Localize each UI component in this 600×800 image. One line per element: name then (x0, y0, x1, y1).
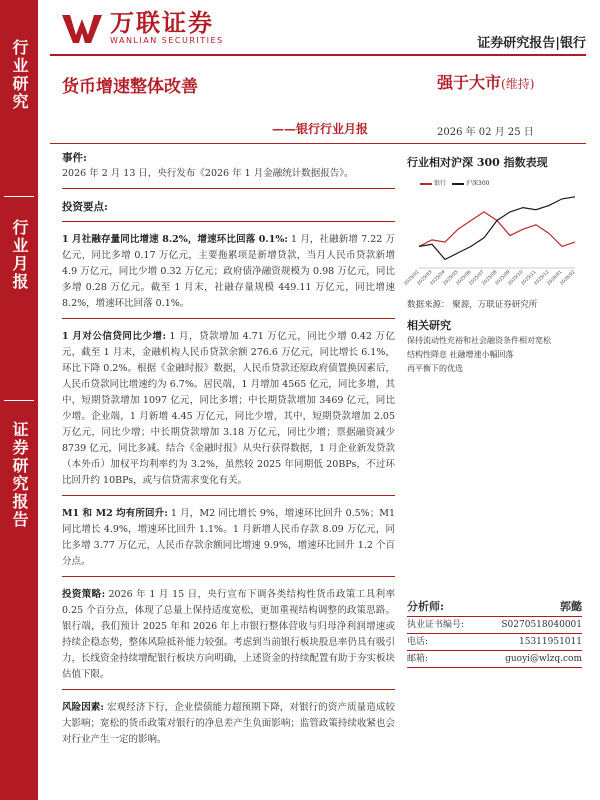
report-subtitle: ——银行行业月报 (272, 122, 369, 136)
investment-strategy (62, 587, 395, 683)
analyst-email-row (407, 651, 582, 667)
event-heading: 事件: (62, 152, 87, 164)
rating (437, 70, 534, 93)
x-tick-label: 2025/12 (533, 269, 551, 287)
section-divider (62, 689, 395, 690)
series-line-沪深300 (419, 197, 575, 260)
analyst-label: 分析师: (407, 600, 445, 613)
x-tick-label: 2025/08 (481, 269, 499, 287)
related-item[interactable]: 再平衡下的优选 (407, 364, 463, 373)
section-divider (62, 576, 395, 577)
x-tick-label: 2025/09 (494, 269, 512, 287)
point-text: 1 月，M2 同比增长 9%，增速环比回升 0.5%；M1 同比增长 4.9%，增速环比回升 1.1%。1 月新增人民币存款 8.09 万亿元，同比多增 3.77 万亿元，人民币存款余额同比增速 9.9%，增速环比回升 1.2 个百分点。 (62, 508, 395, 567)
points-heading: 投资要点: (62, 201, 108, 213)
related-heading: 相关研究 (407, 319, 451, 332)
analyst-name: 郭懿 (560, 600, 582, 613)
analyst-name-row (407, 598, 582, 614)
event-text: 2026 年 2 月 13 日，央行发布《2026 年 1 月金融统计数据报告》。 (62, 168, 354, 179)
x-tick-label: 2025/10 (507, 269, 525, 287)
email-label: 邮箱: (407, 654, 429, 664)
analyst-cert-row (407, 617, 582, 633)
x-tick-label: 2025/11 (520, 269, 538, 287)
related-item[interactable]: 保持流动性充裕和社会融资条件相对宽松 (407, 336, 551, 345)
x-tick-label: 2025/05 (442, 269, 460, 287)
phone-value: 15311951011 (519, 637, 582, 647)
point-bold: M1 和 M2 均有所回升: (62, 508, 168, 519)
x-tick-label: 2026/02 (559, 269, 577, 287)
chart-title: 行业相对沪深 300 指数表现 (407, 156, 548, 169)
wanlian-logo-icon (60, 11, 106, 45)
email-value[interactable]: guoyi@wlzq.com (505, 654, 582, 664)
point-bold: 风险因素: (62, 702, 104, 713)
company-logo (60, 10, 224, 45)
legend-label: 沪深300 (466, 180, 490, 187)
title-divider (50, 143, 586, 144)
rating-note: (维持) (501, 77, 535, 91)
point-text: 宏观经济下行，企业偿债能力超预期下降，对银行的资产质量造成较大影响；宽松的货币政策对银行的净息差产生负面影响；监管政策持续收紧也会对行业产生一定的影响。 (62, 702, 395, 745)
cert-value: S0270518040001 (501, 620, 582, 630)
sidebar-divider (4, 400, 34, 401)
cert-label: 执业证书编号: (407, 620, 465, 630)
x-tick-label: 2025/06 (455, 269, 473, 287)
point-bold: 1 月对公信贷同比少增: (62, 331, 166, 342)
x-tick-label: 2026/01 (546, 269, 564, 287)
section-divider (62, 318, 395, 319)
rating-value: 强于大市 (437, 73, 502, 92)
x-tick-label: 2025/03 (416, 269, 434, 287)
legend-label: 银行 (434, 180, 447, 187)
report-title: 货币增速整体改善 (62, 77, 198, 97)
risk-factors (62, 700, 395, 748)
related-item[interactable]: 结构性降息 社融增速小幅回落 (407, 350, 514, 359)
point-text: 2026 年 1 月 15 日，央行宣布下调各类结构性货币政策工具利率 0.25 个百分点，体现了总量上保持适度宽松，更加重视结构调整的政策思路。银行端，我们预计 2025 年和 2026 年上市银行整体营收与归母净利润增速或持续企稳态势，整体风险抵补能力较强。考虑到当前银行板块股息率仍具有吸引力，长线资金持续增配银行板块方向明确，上述资金的持续配置有助于夯实板块估值下限。 (62, 589, 395, 680)
sidebar (0, 0, 38, 800)
sidebar-label-industry-research: 行业研究 (10, 39, 29, 111)
report-category: 证券研究报告|银行 (477, 36, 586, 51)
point-bold: 1 月社融存量同比增速 8.2%，增速环比回落 0.1%: (62, 234, 288, 245)
logo-cn-text: 万联证券 (110, 9, 214, 37)
analyst-info (407, 598, 582, 668)
logo-en-text: WANLIAN SECURITIES (110, 36, 224, 45)
x-tick-label: 2025/02 (403, 269, 421, 287)
related-list (407, 334, 582, 376)
chart-source: 数据来源： 聚源，万联证券研究所 (407, 300, 538, 310)
performance-chart (403, 172, 582, 302)
x-tick-label: 2025/07 (468, 269, 486, 287)
sidebar-label-monthly: 行业月报 (10, 219, 29, 291)
point-text: 1 月，社融新增 7.22 万亿元，同比多增 0.17 万亿元，主要拖累项是新增贷款，当月人民币贷款新增 4.9 万亿元，同比少增 0.32 万亿元；政府债净融资规模为 0.98 万亿元，同比多增 0.28 万亿元。截至 1 月末，社融存量规模 449.11 万亿元，同比增速 8.2%，增速环比回落 0.1%。 (62, 234, 395, 309)
sidebar-label-securities-report: 证券研究报告 (10, 421, 29, 529)
point-money-supply (62, 506, 395, 570)
analyst-phone-row (407, 634, 582, 650)
point-social-financing (62, 232, 395, 312)
phone-label: 电话: (407, 637, 429, 647)
section-divider (62, 221, 395, 222)
section-divider (62, 188, 395, 189)
section-divider (62, 495, 395, 496)
point-text: 1 月，贷款增加 4.71 万亿元，同比少增 0.42 万亿元，截至 1 月末，金融机构人民币贷款余额 276.6 万亿元，同比增长 6.1%，环比下降 0.2%。根据《金融时报》数据，人民币贷款还原政府债置换因素后，人民币贷款同比增速约为 6.7%。居民端，1 月增加 4565 亿元，同比多增，其中，短期贷款增加 1097 亿元，同比多增；中长期贷款增加 3469 亿元，同比少增。企业端，1 月新增 4.45 万亿元，同比少增，其中，短期贷款增加 2.05 万亿元，同比少增；中长期贷款增加 3.18 万亿元，同比少增；票据融资减少 8739 亿元，同比多减。结合《金融时报》从央行获得数据，1 月企业新发贷款（本外币）加权平均利率约为 3.2%，虽然较 2025 年同期低 20BPs，不过环比回升约 10BPs，或与信贷需求变化有关。 (62, 331, 396, 486)
point-bold: 投资策略: (62, 589, 106, 600)
header-divider (50, 54, 586, 56)
point-corporate-credit (62, 329, 395, 489)
sidebar-divider (4, 196, 34, 197)
report-date: 2026 年 02 月 25 日 (437, 127, 534, 138)
series-line-银行 (419, 212, 575, 247)
analyst-divider (407, 667, 582, 668)
main-content (62, 150, 395, 754)
x-tick-label: 2025/04 (429, 269, 447, 287)
